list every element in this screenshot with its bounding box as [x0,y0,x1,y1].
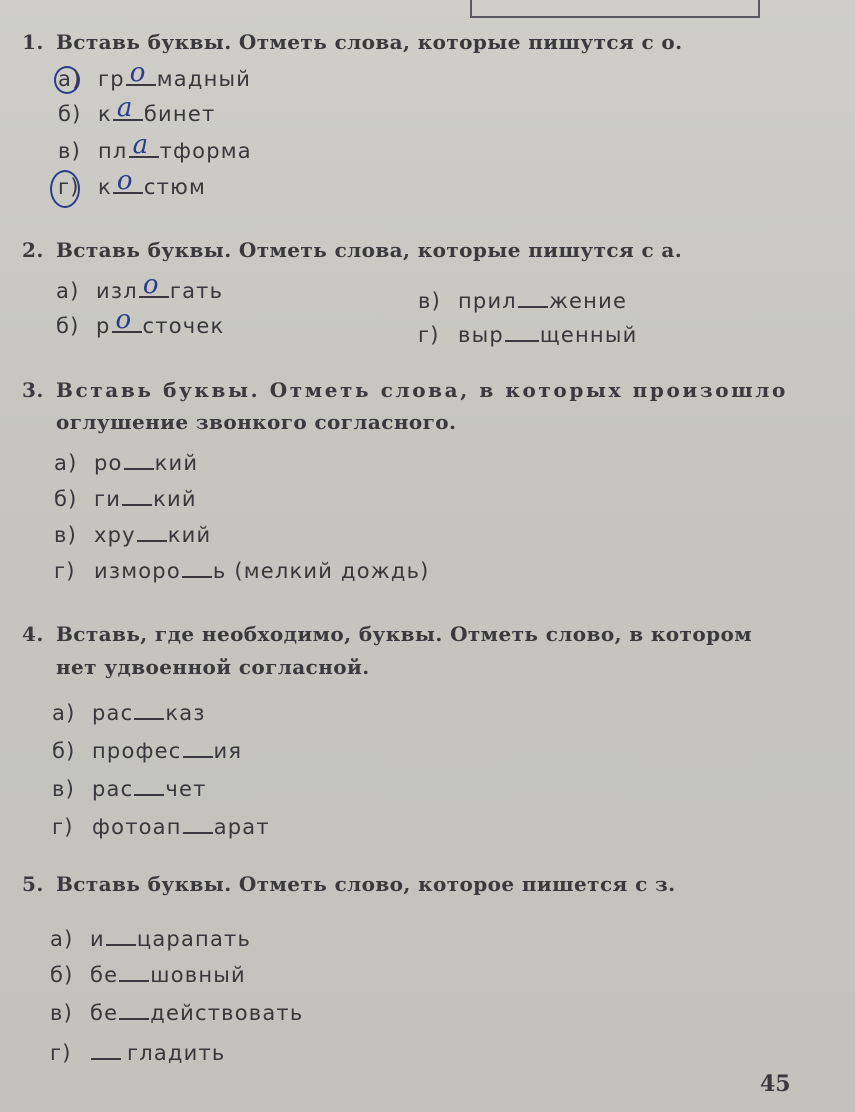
task-2-option-a[interactable]: а) изл о гать [56,270,224,303]
task-2-heading: 2. Вставь буквы. Отметь слова, которые пишутся с а. [22,238,683,262]
task-3-heading: 3. Вставь буквы. Отметь слова, в которых произошло [22,378,788,402]
task-2-option-v[interactable]: в) прил жение [418,289,628,313]
task-4-option-v[interactable]: в) рас чет [52,777,207,801]
task-4-option-g[interactable]: г) фотоап арат [52,815,270,839]
task-3-option-g[interactable]: г) измоpo ь (мелкий дождь) [54,559,430,583]
task-5-heading: 5. Вставь буквы. Отметь слово, которое пишется с з. [22,872,676,896]
task-3-option-b[interactable]: б) ги кий [54,487,197,511]
task-4-heading: 4. Вставь, где необходимо, буквы. Отметь слово, в котором [22,622,752,646]
task-5-option-b[interactable]: б) бе шовный [50,963,246,987]
header-frame [470,0,760,18]
task-3-option-a[interactable]: а) ро кий [54,451,199,475]
task-4-option-b[interactable]: б) профес ия [52,739,243,763]
task-1-option-g[interactable]: г) к о стюм [58,166,206,199]
task-1-option-a[interactable]: а) гр о мадный [58,58,252,91]
task-5-option-g[interactable]: г) гладить [50,1041,226,1065]
task-3-heading-line2: оглушение звонкого согласного. [56,410,457,434]
task-4-option-a[interactable]: а) рас каз [52,701,206,725]
page-number: 45 [760,1071,791,1097]
task-5-option-a[interactable]: а) и царапать [50,927,252,951]
task-1-option-b[interactable]: б) к а бинет [58,93,216,126]
task-2-option-g[interactable]: г) выр щенный [418,323,638,347]
task-2-option-b[interactable]: б) р о сточек [56,305,225,338]
task-3-option-v[interactable]: в) хру кий [54,523,212,547]
task-5-option-v[interactable]: в) бе действовать [50,1001,304,1025]
task-1-option-v[interactable]: в) пл а тформа [58,130,252,163]
task-1-heading: 1. Вставь буквы. Отметь слова, которые пишутся с о. [22,30,683,54]
task-4-heading-line2: нет удвоенной согласной. [56,655,370,679]
